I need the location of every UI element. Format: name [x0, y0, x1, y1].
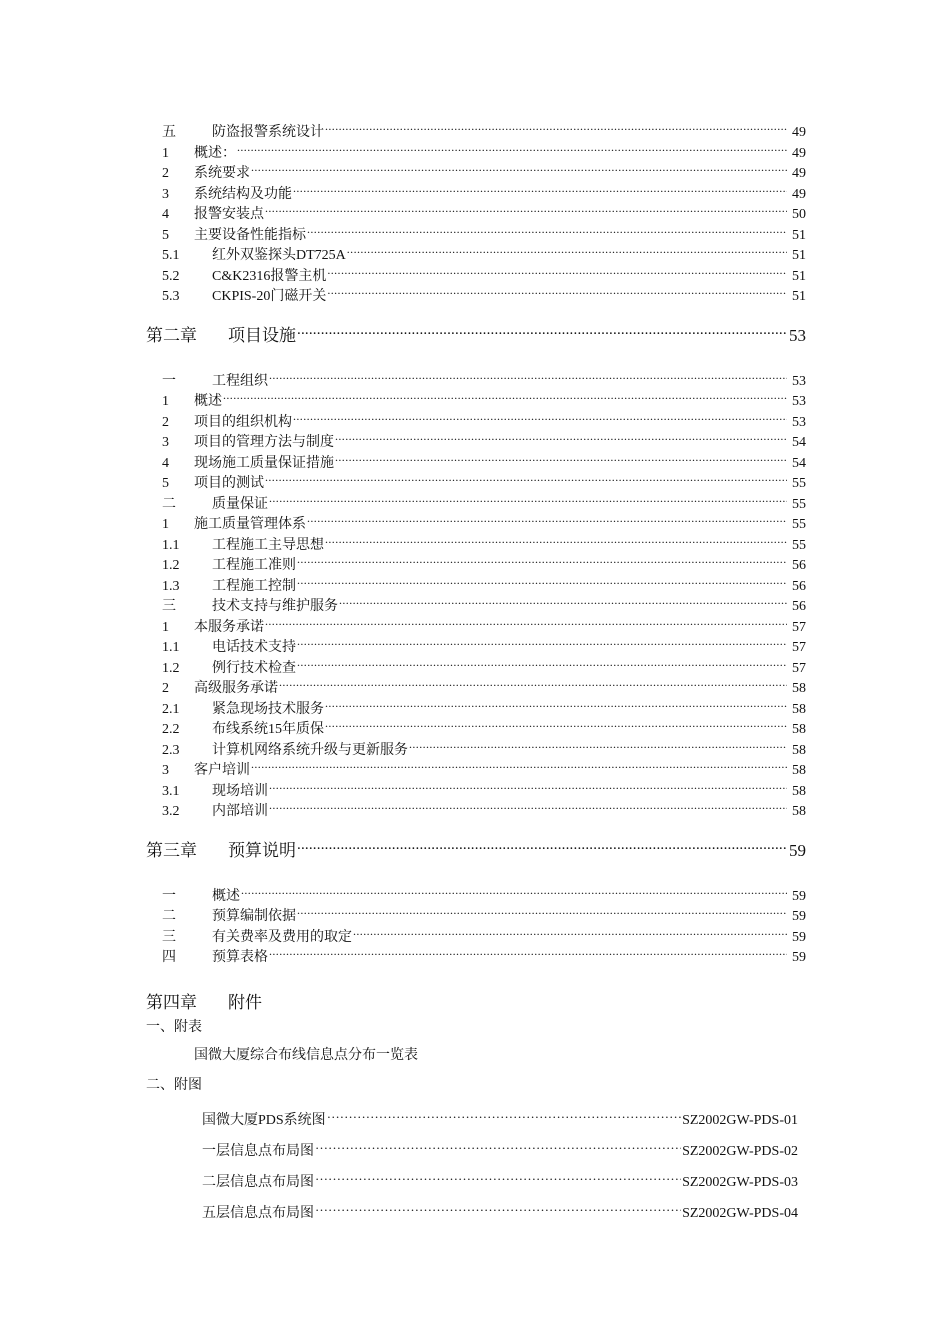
toc-page-number: 58: [792, 701, 806, 717]
dot-leader: [269, 775, 787, 795]
toc-page-number: 57: [792, 640, 806, 655]
toc-number: 3: [162, 763, 169, 778]
toc-page-number: 54: [792, 435, 806, 450]
toc-chapter-entry[interactable]: [146, 321, 806, 365]
toc-number: 1: [162, 394, 169, 409]
toc-title: 预算说明: [228, 840, 296, 860]
toc-number: 3.1: [162, 783, 180, 799]
toc-page-number: 59: [792, 929, 806, 945]
toc-page-number: 54: [792, 455, 806, 471]
toc-number: 三: [162, 599, 176, 614]
toc-page-number: 58: [792, 742, 806, 758]
dot-leader: [315, 1166, 681, 1186]
toc-page-number: 49: [792, 145, 806, 161]
toc-title: 工程施工主导思想: [212, 537, 324, 553]
toc-number: 4: [162, 207, 169, 222]
toc-title: 工程组织: [212, 373, 268, 389]
dot-leader: [353, 921, 787, 941]
toc-title: 现场施工质量保证措施: [194, 455, 334, 471]
dot-leader: [297, 631, 787, 651]
toc-page-number: 59: [792, 888, 806, 904]
dot-leader: [297, 900, 787, 920]
table-of-contents: [146, 116, 806, 965]
toc-number: 1: [162, 517, 169, 532]
toc-page-number: 51: [792, 289, 806, 304]
chapter-number: 第四章: [146, 993, 197, 1012]
figure-title: 五层信息点布局图: [202, 1206, 314, 1221]
dot-leader: [297, 836, 787, 856]
toc-title: 预算编制依据: [212, 909, 296, 924]
dot-leader: [409, 734, 787, 754]
toc-number: 4: [162, 455, 169, 471]
toc-number: 5: [162, 227, 169, 243]
dot-leader: [327, 280, 787, 300]
toc-title: 电话技术支持: [212, 640, 296, 655]
toc-title: 概述：: [194, 145, 236, 161]
toc-number: 2.2: [162, 722, 180, 737]
dot-leader: [325, 116, 787, 136]
toc-page-number: 51: [792, 268, 806, 284]
toc-title: 系统要求: [194, 166, 250, 181]
toc-page-number: 59: [789, 840, 806, 860]
toc-page-number: 53: [789, 325, 806, 345]
figure-entry[interactable]: [146, 1104, 798, 1135]
toc-title: 项目的组织机构: [194, 414, 292, 430]
toc-title: 施工质量管理体系: [194, 517, 306, 532]
toc-number: 1.2: [162, 558, 180, 573]
dot-leader: [269, 795, 787, 815]
toc-title: 本服务承诺: [194, 619, 264, 635]
toc-number: 2.3: [162, 742, 180, 758]
dot-leader: [251, 754, 787, 774]
toc-page-number: 56: [792, 599, 806, 614]
toc-entry[interactable]: [146, 900, 806, 924]
toc-entry[interactable]: [146, 116, 806, 140]
toc-page-number: 56: [792, 558, 806, 573]
toc-title: 防盗报警系统设计: [212, 125, 324, 140]
toc-page-number: 49: [792, 125, 806, 140]
toc-title: 计算机网络系统升级与更新服务: [212, 742, 408, 758]
toc-title: 高级服务承诺: [194, 681, 278, 696]
toc-page-number: 53: [792, 394, 806, 409]
toc-number: 1.3: [162, 578, 180, 594]
dot-leader: [315, 1197, 681, 1217]
dot-leader: [265, 198, 787, 218]
figure-entry[interactable]: [146, 1197, 798, 1228]
toc-title: 项目设施: [228, 325, 296, 345]
toc-number: 3: [162, 186, 169, 202]
toc-title: 现场培训: [212, 783, 268, 799]
toc-number: 第二章: [146, 325, 197, 345]
toc-title: 客户培训: [194, 763, 250, 778]
toc-title: 工程施工控制: [212, 578, 296, 594]
dot-leader: [339, 590, 787, 610]
toc-entry[interactable]: [146, 406, 806, 430]
toc-page-number: 51: [792, 248, 806, 263]
toc-page-number: 58: [792, 763, 806, 778]
toc-page-number: 59: [792, 950, 806, 965]
toc-title: 项目的测试: [194, 476, 264, 491]
toc-page-number: 56: [792, 578, 806, 594]
dot-leader: [325, 713, 787, 733]
toc-title: 紧急现场技术服务: [212, 701, 324, 717]
toc-title: 工程施工准则: [212, 558, 296, 573]
toc-page-number: 55: [792, 476, 806, 491]
dot-leader: [335, 426, 787, 446]
toc-title: 预算表格: [212, 950, 268, 965]
toc-page-number: 55: [792, 496, 806, 512]
chapter-title: 附件: [228, 993, 262, 1012]
toc-number: 2.1: [162, 701, 180, 717]
figure-code: SZ2002GW-PDS-01: [682, 1113, 798, 1128]
figures-list: [146, 1104, 806, 1228]
toc-entry[interactable]: [146, 385, 806, 409]
dot-leader: [265, 467, 787, 487]
dot-leader: [223, 385, 787, 405]
toc-number: 3.2: [162, 804, 180, 819]
dot-leader: [297, 652, 787, 672]
toc-title: C&K2316报警主机: [212, 268, 327, 284]
toc-page-number: 50: [792, 207, 806, 222]
toc-number: 五: [162, 125, 176, 140]
figure-title: 一层信息点布局图: [202, 1144, 314, 1159]
dot-leader: [265, 611, 787, 631]
toc-page-number: 57: [792, 660, 806, 676]
toc-number: 1: [162, 619, 169, 635]
toc-number: 1.2: [162, 660, 180, 676]
toc-entry[interactable]: [146, 880, 806, 904]
dot-leader: [251, 157, 787, 177]
toc-title: CKPIS-20门磁开关: [212, 289, 327, 304]
toc-title: 项目的管理方法与制度: [194, 435, 334, 450]
appendix-section: [146, 992, 806, 1228]
toc-title: 有关费率及费用的取定: [212, 929, 352, 945]
figure-code: SZ2002GW-PDS-04: [682, 1206, 798, 1221]
toc-number: 一: [162, 888, 176, 904]
toc-entry[interactable]: [146, 157, 806, 181]
toc-number: 5.1: [162, 248, 180, 263]
toc-page-number: 53: [792, 414, 806, 430]
dot-leader: [297, 549, 787, 569]
toc-number: 一: [162, 373, 176, 389]
toc-page-number: 49: [792, 186, 806, 202]
toc-title: 报警安装点: [194, 207, 264, 222]
toc-number: 二: [162, 909, 176, 924]
toc-title: 技术支持与维护服务: [212, 599, 338, 614]
toc-page-number: 58: [792, 722, 806, 737]
toc-number: 第三章: [146, 840, 197, 860]
toc-number: 二: [162, 496, 176, 512]
toc-number: 1.1: [162, 640, 180, 655]
toc-page-number: 49: [792, 166, 806, 181]
figure-code: SZ2002GW-PDS-02: [682, 1144, 798, 1159]
toc-title: 概述: [194, 394, 222, 409]
toc-page-number: 53: [792, 373, 806, 389]
dot-leader: [293, 406, 787, 426]
figure-code: SZ2002GW-PDS-03: [682, 1175, 798, 1190]
toc-page-number: 58: [792, 804, 806, 819]
toc-number: 2: [162, 681, 169, 696]
dot-leader: [297, 321, 787, 341]
toc-number: 四: [162, 950, 176, 965]
toc-number: 5: [162, 476, 169, 491]
figure-entry[interactable]: [146, 1166, 798, 1197]
toc-title: 例行技术检查: [212, 660, 296, 676]
toc-title: 质量保证: [212, 496, 268, 512]
dot-leader: [241, 880, 787, 900]
dot-leader: [269, 941, 787, 961]
figure-entry[interactable]: [146, 1135, 798, 1166]
dot-leader: [269, 488, 787, 508]
tables-item: 国微大厦综合布线信息点分布一览表: [194, 1048, 418, 1063]
toc-entry[interactable]: [146, 365, 806, 389]
toc-page-number: 58: [792, 681, 806, 696]
dot-leader: [297, 570, 787, 590]
toc-page-number: 58: [792, 783, 806, 799]
toc-page-number: 55: [792, 517, 806, 532]
toc-entry[interactable]: [146, 137, 806, 161]
appendix-chapter-heading: [146, 992, 806, 1018]
figures-heading: 二、附图: [146, 1078, 202, 1093]
dot-leader: [307, 508, 787, 528]
toc-title: 内部培训: [212, 804, 268, 819]
toc-title: 系统结构及功能: [194, 186, 292, 202]
toc-chapter-entry[interactable]: [146, 836, 806, 880]
toc-page-number: 57: [792, 619, 806, 635]
dot-leader: [279, 672, 787, 692]
figure-title: 二层信息点布局图: [202, 1175, 314, 1190]
toc-page-number: 59: [792, 909, 806, 924]
toc-number: 5.3: [162, 289, 180, 304]
dot-leader: [327, 1104, 681, 1124]
dot-leader: [335, 447, 787, 467]
toc-number: 5.2: [162, 268, 180, 284]
toc-title: 主要设备性能指标: [194, 227, 306, 243]
toc-page-number: 55: [792, 537, 806, 553]
dot-leader: [325, 529, 787, 549]
dot-leader: [325, 693, 787, 713]
dot-leader: [347, 239, 787, 259]
toc-number: 2: [162, 414, 169, 430]
toc-page-number: 51: [792, 227, 806, 243]
toc-number: 1.1: [162, 537, 180, 553]
toc-number: 3: [162, 435, 169, 450]
toc-number: 1: [162, 145, 169, 161]
dot-leader: [327, 260, 787, 280]
toc-number: 三: [162, 929, 176, 945]
dot-leader: [315, 1135, 681, 1155]
dot-leader: [269, 365, 787, 385]
tables-heading: 一、附表: [146, 1020, 202, 1035]
dot-leader: [293, 178, 787, 198]
toc-title: 布线系统15年质保: [212, 722, 324, 737]
dot-leader: [307, 219, 787, 239]
toc-title: 红外双鉴探头DT725A: [212, 248, 346, 263]
toc-title: 概述: [212, 888, 240, 904]
toc-number: 2: [162, 166, 169, 181]
figure-title: 国微大厦PDS系统图: [202, 1113, 326, 1128]
dot-leader: [237, 137, 787, 157]
